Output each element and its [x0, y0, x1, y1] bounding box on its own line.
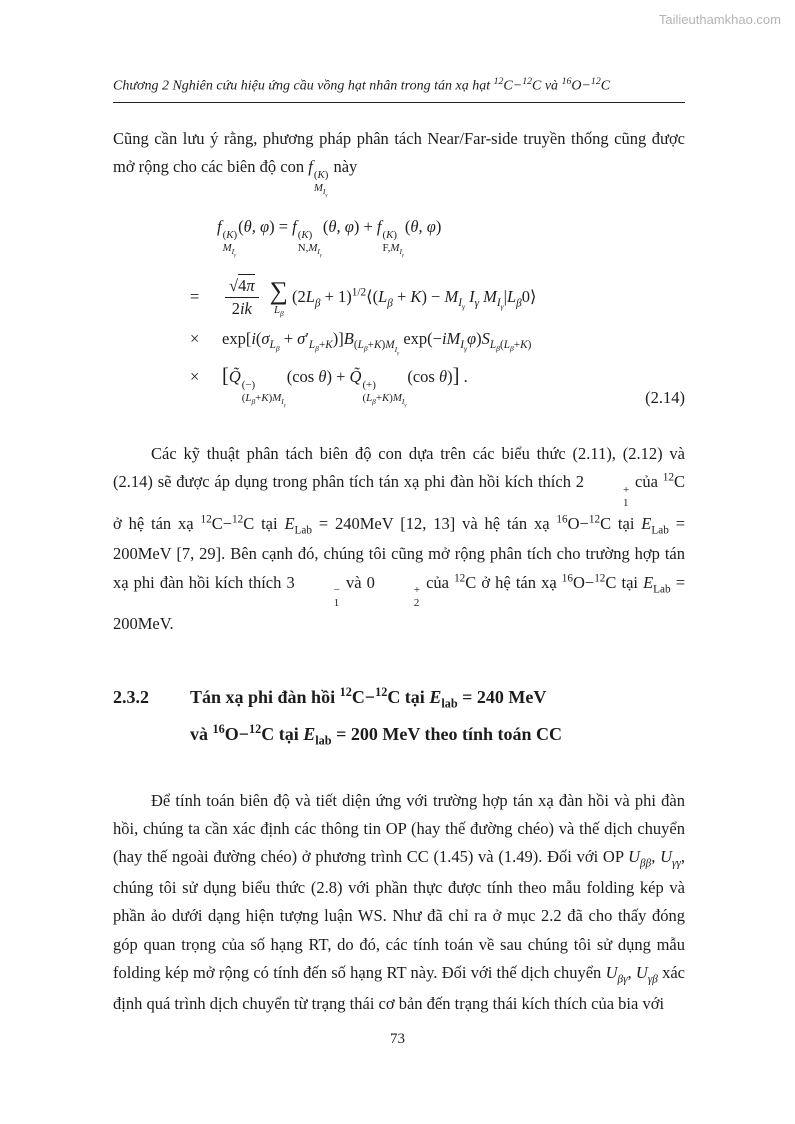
paragraph-intro: Cũng cần lưu ý rằng, phương pháp phân tách Near/Far-side truyền thống cũng được mở rộng cho các biên độ con f (K) $M_{I_\gamma}$ này — [113, 128, 685, 199]
equation-line-2-content: $\frac{√4\pi}{2ik}$ ∑ $L_\beta$ ($2L_\beta$ + $1)^{1/2}⟨(L_\beta + K) - M_{I_\gamma}$ $I_\gamma$ $M_{I_\gamma}|L_\beta 0⟩$ — [222, 287, 536, 306]
equation-operator: × — [190, 329, 200, 349]
section-number: 2.3.2 — [113, 686, 149, 707]
equation-number: (2.14) — [645, 387, 685, 407]
equation-2-14 — [113, 217, 685, 409]
running-head: Chương 2 Nghiên cứu hiệu ứng cầu vồng hạt nhân trong tán xạ hạt $^{12}$C−$^{12}$C và $^{16}$O−$^{12}$C — [113, 76, 685, 103]
equation-line-2 — [113, 276, 685, 320]
paragraph-cc: Để tính toán biên độ và tiết diện ứng với trường hợp tán xạ đàn hồi và phi đàn hồi, chúng ta cần xác định các thông tin OP (hay thế đường chéo) và thế dịch chuyển (hay thế ngoài đường chéo) ở phương trình CC (1.45) và (1.49). Đối với OP $U_{\beta\beta}$, $U_{\gamma\gamma}$, chúng tôi sử dụng biểu thức (2.8) với phần thực được tính theo mẫu folding kép và phần ảo dưới dạng hiện tượng luận WS. Như đã chỉ ra ở mục 2.2 đã cho thấy đóng góp quan trọng của số hạng RT, do đó, các tính toán về sau chúng tôi sử dụng mẫu folding kép mở rộng có tính đến số hạng RT này. Đối với thế dịch chuyển $U_{\beta\gamma}$, $U_{\gamma\beta}$ xác định quá trình dịch chuyển từ trạng thái cơ bản đến trạng thái kích thích của bia với — [113, 790, 686, 1013]
equation-line-1 — [113, 217, 685, 259]
watermark: Tailieuthamkhao.com — [658, 12, 781, 27]
section-title: Tán xạ phi đàn hồi $^{12}$C−$^{12}$C tại $E_{lab} = 240$ MeV và $^{16}$O−$^{12}$C tại $E_{lab} = 200$ MeV theo tính toán CC — [190, 684, 563, 748]
page-number: 73 — [390, 1031, 405, 1047]
equation-operator: × — [190, 367, 200, 387]
equation-line-4 — [113, 365, 685, 409]
equation-operator: = — [190, 286, 200, 306]
page-content — [113, 76, 685, 1018]
equation-line-3 — [113, 329, 685, 356]
paragraph-methods: Các kỹ thuật phân tách biên độ con dựa trên các biểu thức (2.11), (2.12) và (2.14) sẽ được áp dụng trong phân tích tán xạ phi đàn hồi kích thích 2 + 1 của $^{12}$C ở hệ tán xạ $^{12}$C−$^{12}$C tại $E_{Lab} = 240MeV$ [12, 13] và hệ tán xạ $^{16}$O−$^{12}$C tại $E_{Lab} = 200MeV$ [7, 29]. Bên cạnh đó, chúng tôi cũng mở rộng phân tích cho trường hợp tán xạ phi đàn hồi kích thích 3 − 1 và 0 + 2 của $^{12}$C ở hệ tán xạ $^{16}$O−$^{12}$C tại $E_{Lab} = 200MeV$. — [113, 443, 686, 634]
equation-line-4-content: [Q̃ (−) $(L_\beta+K)M_{I_\gamma}$ (cos θ) + Q̃ (+) $(L_\beta+K)M_{I_\gamma}$ (cos θ)] . — [222, 365, 468, 409]
section-heading-2-3-2 — [113, 679, 685, 753]
equation-line-1-content: f (K) $M_{I_\gamma}$ (θ, φ) = f (K) $N,M_{I_\gamma}$ (θ, φ) + f (K) $F,M_{I_\gamma}$ (θ, φ) — [217, 217, 442, 259]
equation-line-3-content: $\exp[i(\sigma_{L_\beta} + \sigma'_{L_\beta+K})]B_{(L_\beta+K)M_{I_\gamma}}$ $\exp(-iM_{I_\gamma}\varphi)S_{L_\beta(L_\beta+K)}$ — [222, 329, 532, 357]
